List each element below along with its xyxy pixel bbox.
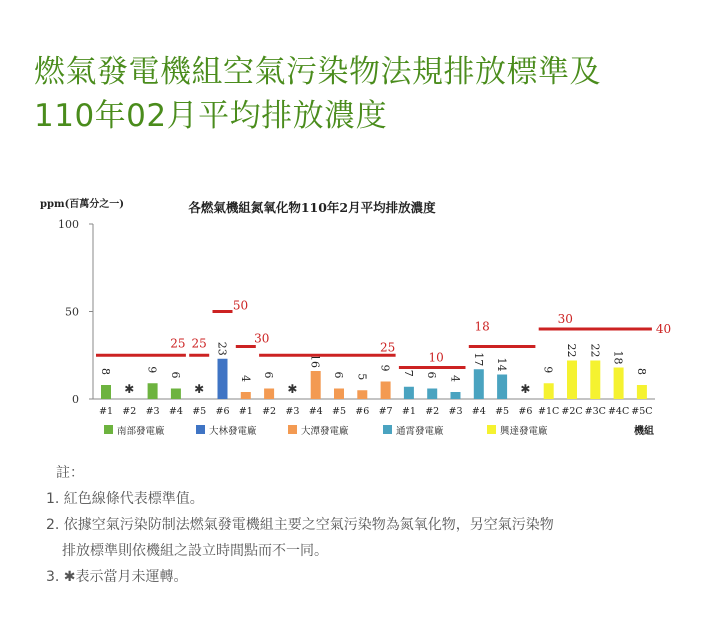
note-item-2b: 排放標準則依機組之設立時間點而不一同。 <box>62 543 328 559</box>
bar-value-label: 6 <box>425 371 439 379</box>
bar-value-label: 17 <box>471 352 485 367</box>
x-tick-label: #5C <box>631 406 653 417</box>
not-running-marker: ✱ <box>520 382 531 396</box>
bar <box>567 361 577 400</box>
note-item-2a: 2. 依據空氣污染防制法燃氣發電機組主要之空氣污染物為氮氧化物，另空氣污染物 <box>46 517 554 533</box>
x-tick-label: #5 <box>331 406 347 417</box>
legend-label: 南部發電廠 <box>117 426 165 437</box>
x-tick-label: #6 <box>518 406 533 417</box>
x-tick-label: #3C <box>584 406 606 417</box>
legend-label: 大林發電廠 <box>209 426 257 437</box>
x-tick-label: #4 <box>308 406 323 417</box>
notes-section <box>46 460 696 590</box>
notes-header: 註： <box>56 465 84 481</box>
x-tick-label: #2 <box>122 406 137 417</box>
standard-value-label: 30 <box>254 331 270 346</box>
x-tick-label: #7 <box>378 406 393 417</box>
note-item-3: 3. ✱表示當月未運轉。 <box>46 569 188 585</box>
x-tick-label: #3 <box>285 406 300 417</box>
standard-value-label: 30 <box>557 312 573 326</box>
legend-swatch <box>487 425 496 434</box>
bar-value-label: 6 <box>168 371 182 379</box>
bar-value-label: 9 <box>145 366 159 374</box>
bar-value-label: 8 <box>634 368 648 375</box>
y-tick-label: 100 <box>58 218 79 231</box>
x-tick-label: #4 <box>471 406 486 417</box>
legend-swatch <box>104 425 113 434</box>
bar <box>101 385 111 399</box>
bar-value-label: 16 <box>308 354 322 368</box>
bar <box>241 392 251 399</box>
x-tick-label: #3 <box>145 406 160 417</box>
bar-value-label: 18 <box>611 350 625 365</box>
bar-value-label: 4 <box>238 375 252 382</box>
bar <box>171 389 181 400</box>
standard-value-label: 10 <box>428 350 444 365</box>
x-tick-label: #3 <box>448 406 463 417</box>
standard-value-label: 25 <box>170 336 186 351</box>
x-tick-label: #6 <box>215 406 230 417</box>
x-tick-label: #1 <box>98 406 114 417</box>
bar <box>357 390 367 399</box>
standard-value-label: 25 <box>191 336 207 351</box>
bar <box>381 382 391 400</box>
bar-value-label: 22 <box>565 343 578 358</box>
bar-value-label: 23 <box>215 341 229 356</box>
bar <box>474 369 484 399</box>
not-running-marker: ✱ <box>287 382 298 396</box>
legend-swatch <box>196 425 205 434</box>
bar <box>334 389 344 400</box>
y-tick-label: 50 <box>65 305 79 319</box>
x-tick-label: #6 <box>355 406 370 417</box>
bar <box>264 389 274 400</box>
bar-value-label: 22 <box>588 343 602 358</box>
bar-value-label: 6 <box>332 371 345 379</box>
standard-value-label: 50 <box>232 298 249 313</box>
bar <box>497 375 507 400</box>
nox-emission-chart <box>0 180 720 445</box>
bar-value-label: 4 <box>448 375 462 382</box>
page-title <box>34 50 694 138</box>
bar-value-label: 9 <box>378 364 392 372</box>
page-title-line2: 110年02月平均排放濃度 <box>34 98 388 134</box>
bar <box>404 387 414 399</box>
bar-value-label: 8 <box>99 368 112 375</box>
y-axis-unit-label: ppm(百萬分之一) <box>40 199 125 210</box>
page-title-line1: 燃氣發電機組空氣污染物法規排放標準及 <box>34 54 601 90</box>
bar <box>590 361 600 400</box>
legend-label: 大潭發電廠 <box>301 426 349 437</box>
bar <box>148 383 158 399</box>
legend-swatch <box>288 425 297 434</box>
bar <box>637 385 647 399</box>
bar-value-label: 5 <box>355 373 369 381</box>
x-tick-label: #4C <box>607 406 630 417</box>
bar-value-label: 9 <box>541 366 555 374</box>
x-tick-label: #2 <box>425 406 440 417</box>
bar <box>427 389 437 400</box>
x-tick-label: #2C <box>561 406 583 417</box>
chart-title: 各燃氣機組氮氧化物110年2月平均排放濃度 <box>188 200 436 215</box>
not-running-marker: ✱ <box>194 382 205 396</box>
x-axis-label: 機組 <box>634 426 654 437</box>
bar-value-label: 7 <box>401 369 415 377</box>
bar-value-label: 14 <box>495 357 509 372</box>
x-tick-label: #4 <box>168 406 183 417</box>
legend-swatch <box>383 425 392 434</box>
note-item-1: 1. 紅色線條代表標準值。 <box>46 491 204 507</box>
standard-value-label: 40 <box>655 322 672 336</box>
not-running-marker: ✱ <box>124 382 135 396</box>
standard-value-label: 25 <box>379 340 396 355</box>
bar <box>311 371 321 399</box>
x-tick-label: #5 <box>192 406 207 417</box>
bar <box>614 368 624 400</box>
x-tick-label: #2 <box>262 406 277 417</box>
bar <box>544 383 554 399</box>
y-tick-label: 0 <box>72 393 79 406</box>
standard-value-label: 18 <box>474 319 490 334</box>
x-tick-label: #1C <box>538 406 560 417</box>
legend-label: 興達發電廠 <box>500 426 548 437</box>
x-tick-label: #5 <box>495 406 510 417</box>
x-tick-label: #1 <box>238 406 253 417</box>
bar <box>218 359 228 399</box>
legend-label: 通霄發電廠 <box>396 426 444 437</box>
bar <box>451 392 461 399</box>
bar-value-label: 6 <box>262 371 276 379</box>
x-tick-label: #1 <box>401 406 416 417</box>
